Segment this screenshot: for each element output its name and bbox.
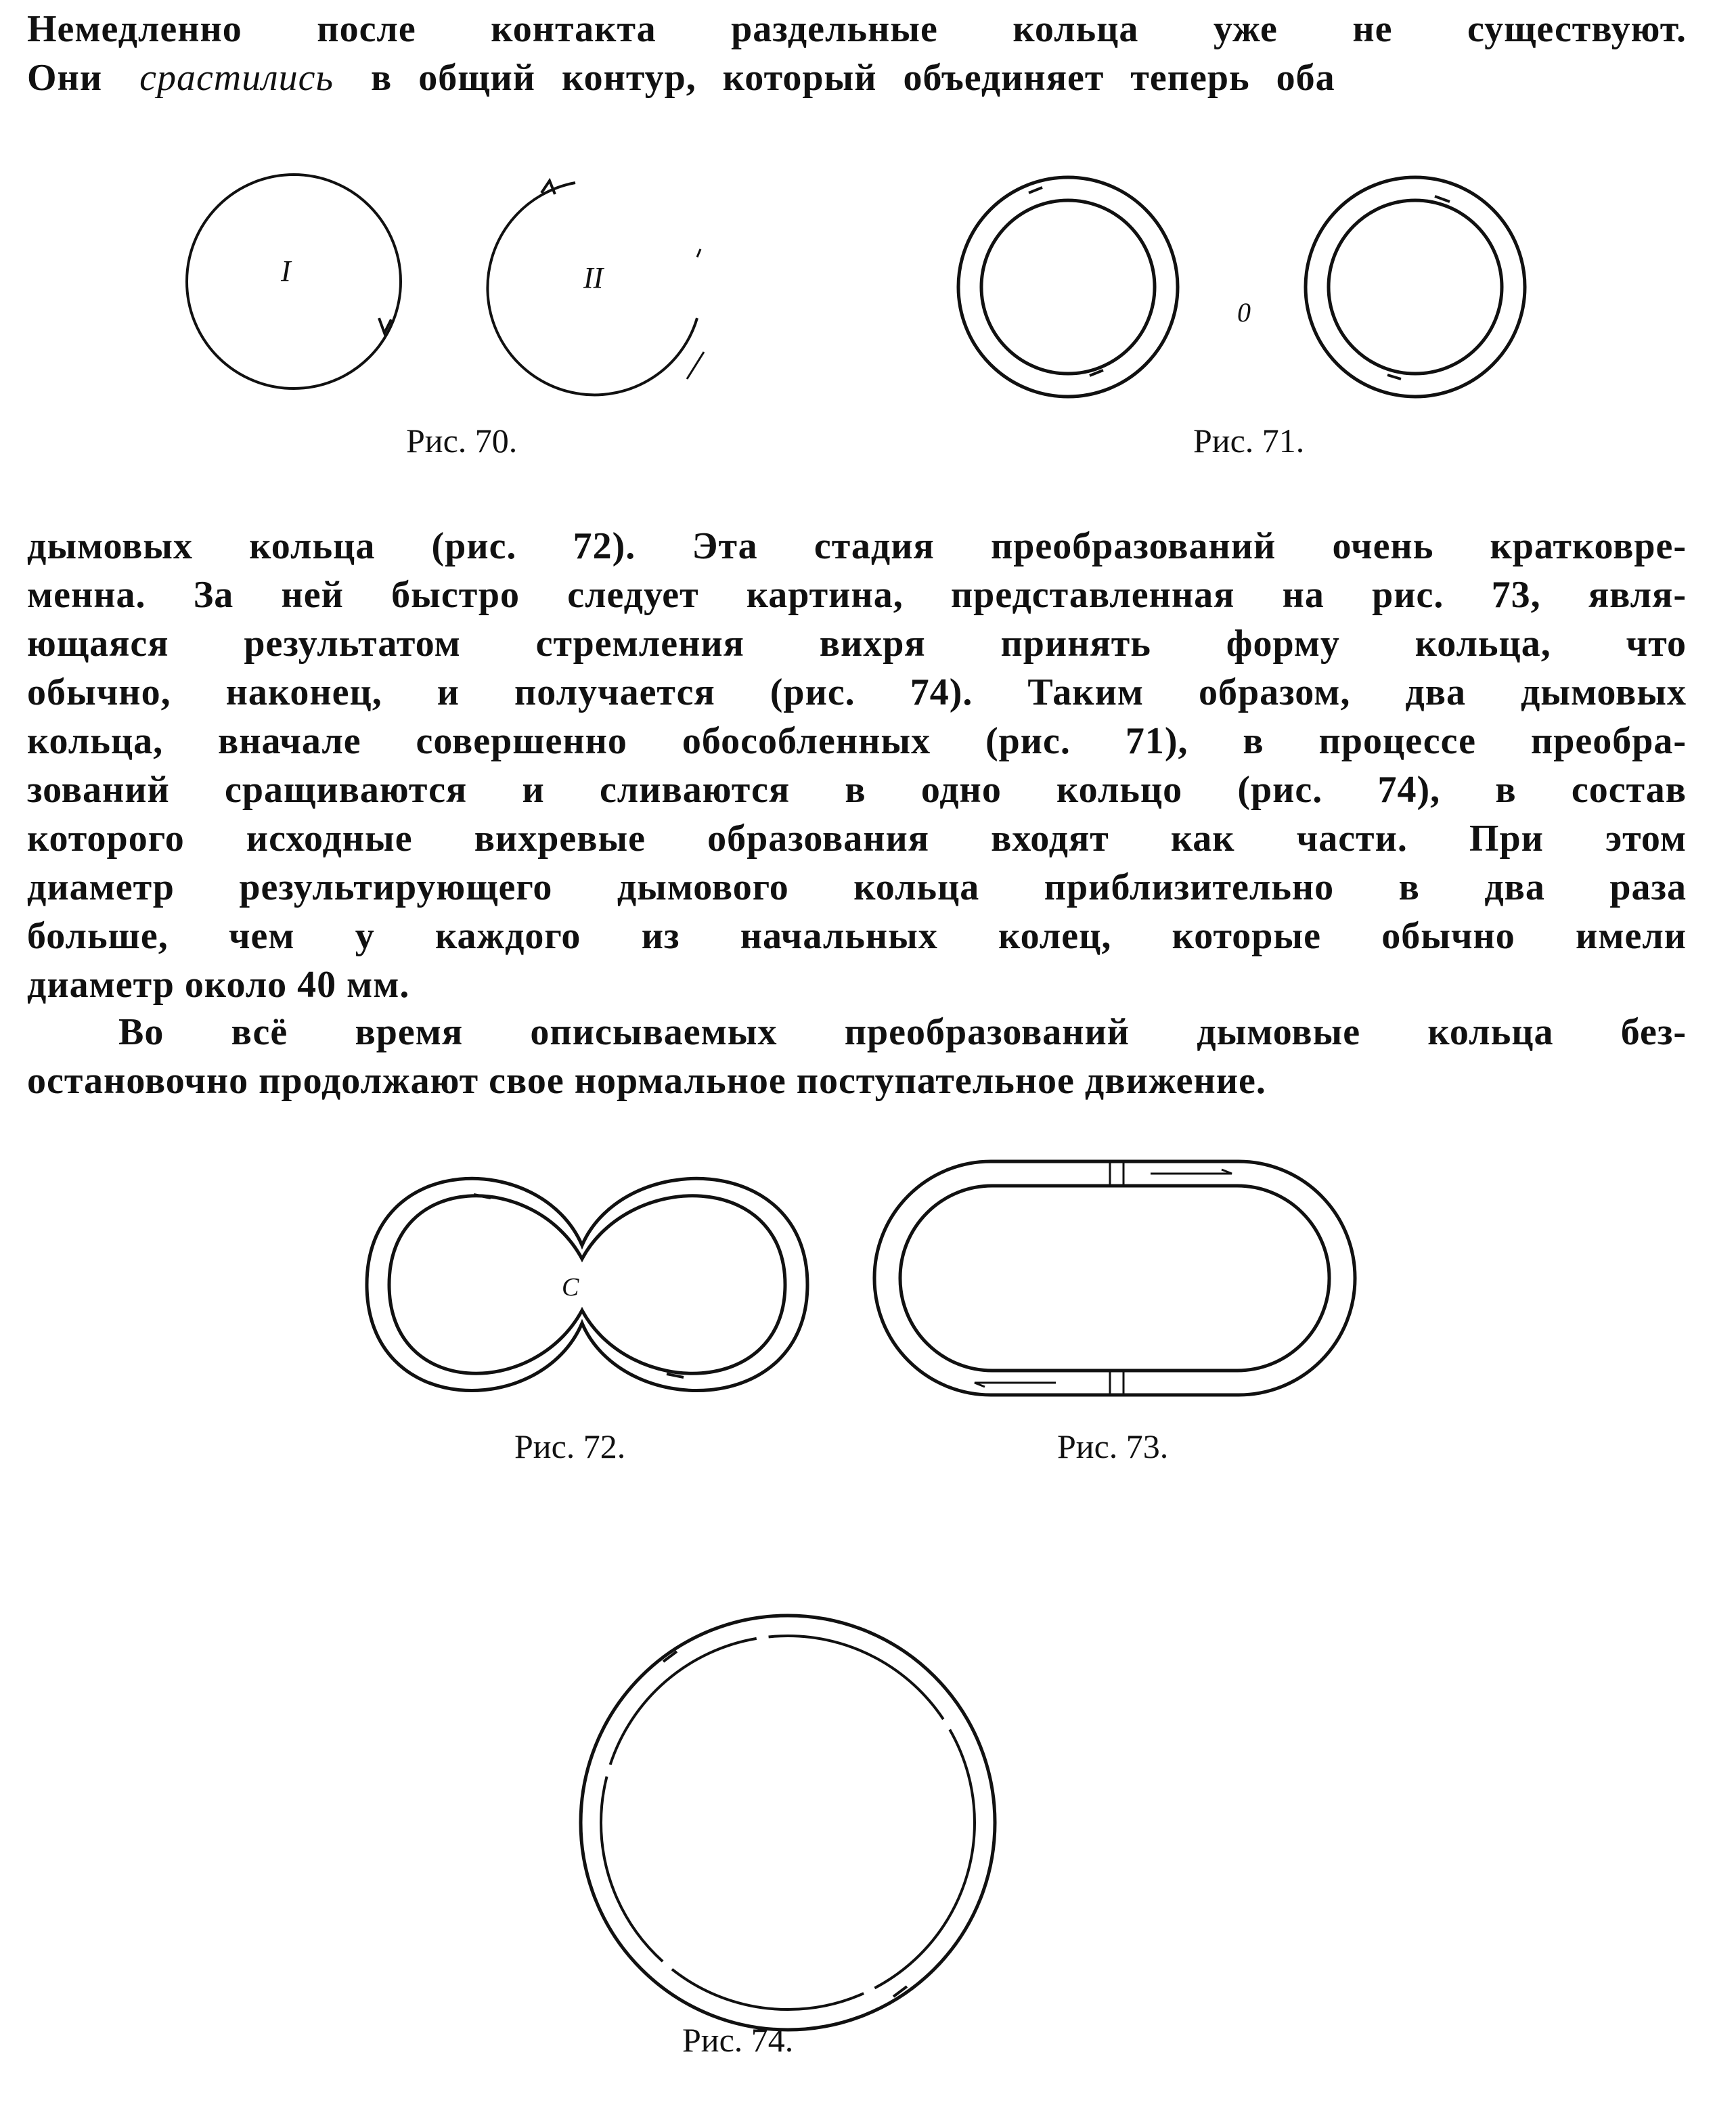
text-line: дымовых кольца (рис. 72). Эта стадия преобразований очень кратковре- [27, 525, 1687, 567]
ring-outer [367, 1178, 807, 1390]
fig70-caption: Рис. 70. [406, 422, 518, 460]
fig73-diagram [874, 1161, 1355, 1395]
vortex-ring-2-gap [687, 249, 704, 379]
arrow-icon [663, 1651, 907, 1997]
fig71-label-center: 0 [1237, 297, 1251, 328]
fig70-label-2: II [583, 261, 604, 294]
fig72-label-center: C [562, 1273, 579, 1302]
text-line: менна. За ней быстро следует картина, представленная на рис. 73, явля- [27, 574, 1687, 616]
ring-inner [389, 1196, 785, 1373]
fig72-diagram [367, 1178, 807, 1390]
text-fragment: в общий контур, который объединяет теперь оба [371, 57, 1335, 99]
text-line: остановочно продолжают свое нормальное поступательное движение. [27, 1060, 1266, 1102]
fig74-caption: Рис. 74. [682, 2021, 794, 2059]
text-line: Немедленно после контакта раздельные кольца уже не существуют. [27, 8, 1687, 50]
ring-inner [981, 200, 1155, 374]
ring-outer [1306, 177, 1525, 397]
text-line: которого исходные вихревые образования входят как части. При этом [27, 818, 1687, 860]
text-line: зований сращиваются и сливаются в одно кольцо (рис. 74), в состав [27, 769, 1687, 811]
text-line: кольца, вначале совершенно обособленных (рис. 71), в процессе преобра- [27, 720, 1687, 762]
text-word: Они [27, 57, 103, 99]
fig71-diagram [958, 177, 1525, 397]
arrow-icon [1029, 187, 1103, 376]
italic-word: срастились [139, 57, 334, 99]
junction-marks [1110, 1161, 1123, 1395]
fig71-caption: Рис. 71. [1193, 422, 1305, 460]
arrow-icon [1387, 196, 1450, 379]
fig72-caption: Рис. 72. [514, 1427, 626, 1465]
ring-outer [581, 1616, 995, 2030]
fig74-diagram [581, 1616, 995, 2030]
text-line: больше, чем у каждого из начальных колец, которые обычно имели [27, 915, 1687, 957]
ring-inner [900, 1186, 1329, 1371]
vortex-ring-1 [187, 175, 401, 388]
fig73-caption: Рис. 73. [1057, 1427, 1169, 1465]
text-line: диаметр результирующего дымового кольца приблизительно в два раза [27, 866, 1687, 908]
text-line: обычно, наконец, и получается (рис. 74). Таким образом, два дымовых [27, 671, 1687, 713]
text-line: ющаяся результатом стремления вихря принять форму кольца, что [27, 623, 1687, 665]
text-line: диаметр около 40 мм. [27, 964, 410, 1006]
arrow-icon [975, 1170, 1232, 1387]
ring-inner [1329, 200, 1502, 374]
fig70-diagram [187, 175, 704, 395]
text-line: Во всё время описываемых преобразований дымовые кольца без- [118, 1011, 1687, 1053]
fig70-label-1: I [281, 254, 291, 288]
ring-inner [601, 1636, 975, 2009]
ring-outer [958, 177, 1178, 397]
